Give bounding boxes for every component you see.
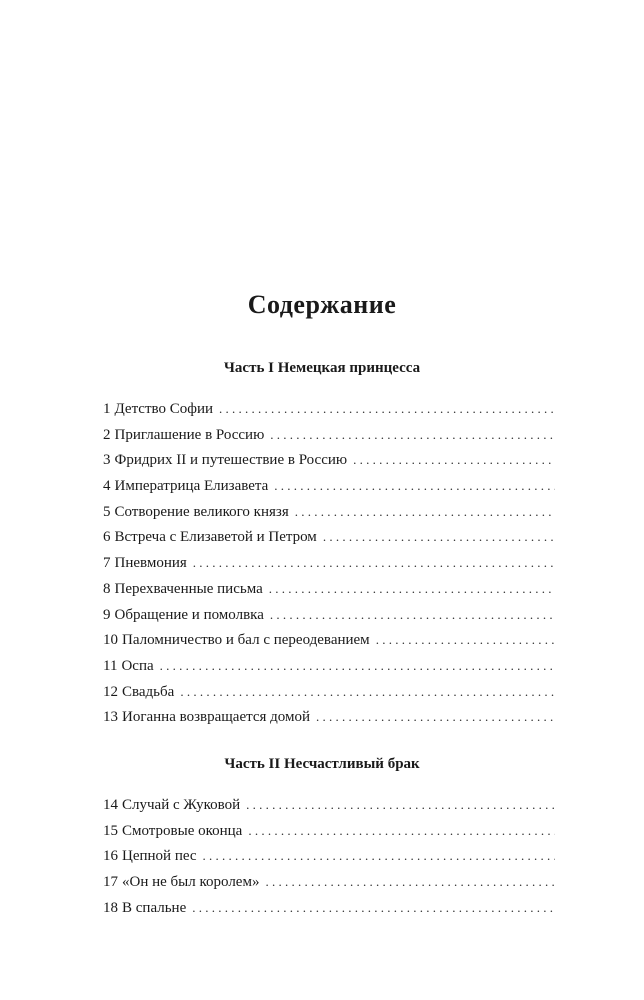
- toc-entry: [103, 396, 555, 422]
- toc-entry: [103, 818, 555, 844]
- chapter-number: 7: [103, 555, 111, 572]
- dot-leader: [180, 679, 555, 705]
- chapter-number: 6: [103, 529, 111, 546]
- toc-entry: [103, 895, 555, 921]
- dot-leader: [323, 524, 555, 550]
- chapter-number: 14: [103, 797, 118, 813]
- chapter-title: Свадьба: [122, 683, 175, 700]
- dot-leader: [248, 818, 555, 844]
- part-heading-1: Часть I Немецкая принцесса: [223, 360, 421, 376]
- toc-entry: [103, 576, 555, 602]
- dot-leader: [274, 473, 555, 499]
- dot-leader: [219, 396, 555, 422]
- dot-leader: [203, 843, 555, 869]
- chapter-list-part-1: [103, 396, 555, 730]
- chapter-title: Встреча с Елизаветой и Петром: [114, 529, 317, 546]
- toc-entry: [103, 653, 555, 679]
- chapter-number: 18: [103, 899, 118, 916]
- chapter-title: В спальне: [122, 899, 187, 916]
- chapter-number: 3: [103, 452, 111, 469]
- toc-entry: [103, 792, 555, 818]
- toc-entry: [103, 679, 555, 705]
- chapter-number: 9: [103, 606, 111, 623]
- chapter-title: Пневмония: [114, 555, 187, 572]
- part-heading-2: Часть II Несчастливый брак: [224, 756, 420, 772]
- dot-leader: [246, 792, 555, 818]
- chapter-title: Перехваченные письма: [114, 580, 263, 597]
- chapter-title: Оспа: [121, 657, 154, 674]
- dot-leader: [193, 550, 555, 576]
- chapter-title: Смотровые оконца: [122, 822, 243, 839]
- chapter-list-part-2: [103, 792, 555, 920]
- dot-leader: [160, 653, 555, 679]
- dot-leader: [376, 627, 555, 653]
- toc-entry: [103, 843, 555, 869]
- chapter-number: 12: [103, 683, 118, 700]
- chapter-number: 17: [103, 874, 118, 891]
- chapter-number: 16: [103, 848, 118, 865]
- toc-entry: [103, 499, 555, 525]
- chapter-title: Детство Софии: [114, 401, 214, 417]
- chapter-title: Фридрих II и путешествие в Россию: [114, 452, 348, 469]
- toc-entry: [103, 627, 555, 653]
- toc-entry: [103, 422, 555, 448]
- toc-entry: [103, 550, 555, 576]
- dot-leader: [270, 422, 555, 448]
- chapter-number: 15: [103, 822, 118, 839]
- chapter-number: 1: [103, 401, 111, 417]
- chapter-title: Сотворение великого князя: [114, 503, 289, 520]
- page-title: Содержание: [247, 290, 397, 319]
- toc-entry: [103, 524, 555, 550]
- toc-entry: [103, 473, 555, 499]
- toc-entry: [103, 704, 555, 730]
- chapter-number: 8: [103, 580, 111, 597]
- toc-entry: [103, 602, 555, 628]
- chapter-title: Цепной пес: [122, 848, 197, 865]
- chapter-title: Императрица Елизавета: [114, 478, 269, 495]
- chapter-number: 10: [103, 632, 118, 649]
- chapter-number: 11: [103, 657, 118, 674]
- chapter-number: 4: [103, 478, 111, 495]
- dot-leader: [192, 895, 555, 921]
- chapter-number: 2: [103, 426, 111, 443]
- chapter-number: 5: [103, 503, 111, 520]
- dot-leader: [269, 576, 555, 602]
- toc-entry: [103, 447, 555, 473]
- chapter-title: Паломничество и бал с переодеванием: [122, 632, 370, 649]
- toc-entry: [103, 869, 555, 895]
- dot-leader: [353, 447, 555, 473]
- dot-leader: [265, 869, 555, 895]
- chapter-number: 13: [103, 709, 118, 726]
- chapter-title: Приглашение в Россию: [114, 426, 265, 443]
- chapter-title: Случай с Жуковой: [122, 797, 241, 813]
- dot-leader: [295, 499, 555, 525]
- chapter-title: Обращение и помолвка: [114, 606, 264, 623]
- dot-leader: [270, 602, 555, 628]
- dot-leader: [316, 704, 555, 730]
- chapter-title: «Он не был королем»: [122, 874, 260, 891]
- chapter-title: Иоганна возвращается домой: [122, 709, 311, 726]
